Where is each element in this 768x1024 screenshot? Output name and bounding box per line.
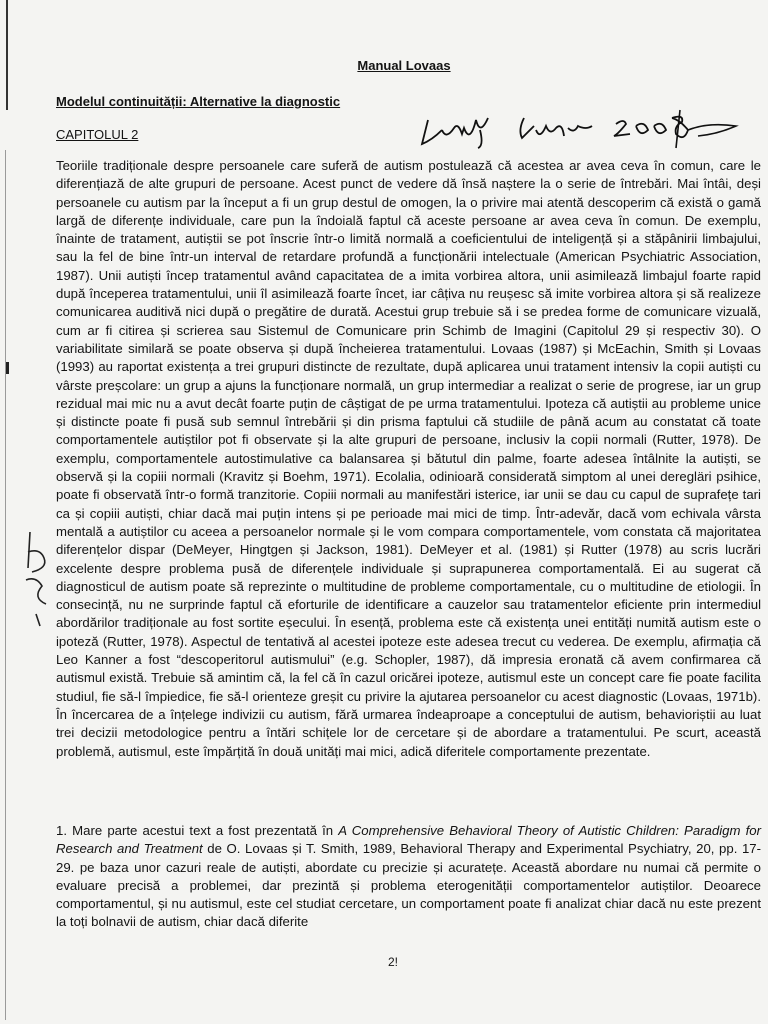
chapter-heading: CAPITOLUL 2 — [56, 127, 139, 142]
body-paragraph: Teoriile tradiționale despre persoanele care suferă de autism postulează că acestea ar avea ceva în comun, care le diferențiază de alte grupuri de persoane. Acest punct de vedere dă însă naștere la o serie de întrebări. Mai întâi, deși persoanele cu autism par la început a fi un grup destul de omogen, la o privire mai atentă descoperim că există o gamă largă de diferențe individuale, care pun la îndoială faptul că aceste persoane ar avea ceva în comun. De exemplu, înainte de tratament, autiștii se pot înscrie într-o limită normală a coeficientului de inteligență și a stăpânirii limbajului, sau la fel de bine într-un interval de retardare profundă a funcționării intelectuale (American Psychiatric Association, 1987). Unii autiști încep tratamentul având capacitatea de a imita vorbirea altora, unii asimilează limbajul foarte rapid după începerea tratamentului, unii îl asimilează foarte încet, iar câțiva nu reușesc să imite vorbirea altora și să realizeze comunicarea auditivă nici după o pregătire de durată. Acestui grup trebuie să i se predea forme de comunicare vizuală, cum ar fi citirea și scrierea sau Sistemul de Comunicare prin Schimb de Imagini (Capitolul 29 și respectiv 30). O variabilitate similară se poate observa și după încheierea tratamentului. Lovaas (1987) și McEachin, Smith și Lovaas (1993) au raportat existența a trei grupuri distincte de rezultate, după aplicarea unui tratament intensiv la copii autiști cu vârste preșcolare: un grup a ajuns la funcționare normală, un grup intermediar a realizat o serie de progrese, iar un grup rezidual mai mic nu a avut decât foarte puțin de câștigat de pe urma tratamentului. Ipoteza că autiștii au probleme unice și distincte poate fi pusă sub semnul întrebării și din prisma faptului că studiile de până acum au constatat că toate comportamentele autiștilor pot fi observate și la alte grupuri de persoane, inclusiv la copii normali (Rutter, 1978). De exemplu, comportamentele autostimulative ca balansarea și bătutul din palme, foarte adesea întâlnite la autiști, se observă și la copiii normali (Kravitz și Boehm, 1971). Ecolalia, odinioară considerată simptom al unei deregläri psihice, poate fi observată într-o formă tranzitorie. Copiii normali au manifestări isterice, iar unii se dau cu capul de suprafețe tari ca și copiii autiști, chiar dacă mai puțin intens și pe perioade mai mici de timp. Într-adevăr, dacă vom echivala vârsta mentală a autiștilor cu aceea a persoanelor normale și le vom compara comportamentele, vom constata că majoritatea diferențelor dispar (DeMeyer, Hingtgen și Jackson, 1981). DeMeyer et al. (1981) și Rutter (1978) au scris lucrări excelente despre problema pusă de diferențele individuale și suprapunerea comportamentală. Ei au sugerat că diagnosticul de autism poate să reprezinte o multitudine de probleme comportamentale, cu o multitudine de etiologii. În consecință, nu ne surprinde faptul că eforturile de identificare a cauzelor sau tratamentelor eficiente prin intermediul abordărilor tradiționale au fost sortite eșecului. În esență, problema este că existența unei entități numită autism este o ipoteză (Rutter, 1978). Aspectul de tentativă al acestei ipoteze este adesea trecut cu vederea. De exemplu, afirmația că Leo Kanner a fost “descoperitorul autismului” (e.g. Schopler, 1987), dă impresia eronată că avem confirmarea că autismul există. Trebuie să amintim că, la fel că în cazul oricărei ipoteze, autismul este un concept care fie poate facilita studiul, fie să-l împiedice, fie să-l orienteze greșit cu privire la ajutarea persoanelor cu acest diagnostic (Lovaas, 1971b). În încercarea de a înțelege indivizii cu autism, fără urmarea îndeaproape a conceptului de autism, behavioriștii au luat trei decizii metodologice pentru a întări schițele lor de cercetare și de abordare a tratamentului. Pe scurt, această problemă, autismul, este împărțită în două unități mai mici, adică diferitele comportamente prezentate. — [56, 158, 761, 759]
footnote — [56, 822, 761, 932]
document-subtitle: Modelul continuității: Alternative la diagnostic — [56, 94, 341, 109]
scan-edge-line — [6, 0, 8, 110]
scan-edge-line-lower — [5, 150, 6, 1020]
handwritten-signature — [418, 100, 748, 150]
margin-annotation-icon — [22, 528, 56, 628]
footnote-prefix: 1. Mare parte acestui text a fost prezentată în — [56, 823, 339, 838]
margin-mark — [6, 362, 9, 374]
document-title: Manual Lovaas — [357, 58, 451, 73]
page-number: 2! — [388, 955, 399, 969]
footnote-cited-title: A Comprehensive Behavioral Theory of Autistic Children: Paradigm for Research and Treatment — [56, 823, 762, 857]
footnote-suffix: de O. Lovaas și T. Smith, 1989, Behavioral Therapy and Experimental Psychiatry, 20, pp. 17-29. pe baza unor cazuri reale de autiști, abordate cu precizie și acuratețe. Această abordare nu numai că permite o evaluare precisă a problemei, dar prezintă și problema eterogenității comportamentelor autiștilor. Deoarece comportamentul, și nu autismul, este cel studiat cercetare, un comportament poate fi analizat chiar dacă nu este prezent la toți bolnavii de autism, chiar dacă diferite — [56, 841, 762, 930]
